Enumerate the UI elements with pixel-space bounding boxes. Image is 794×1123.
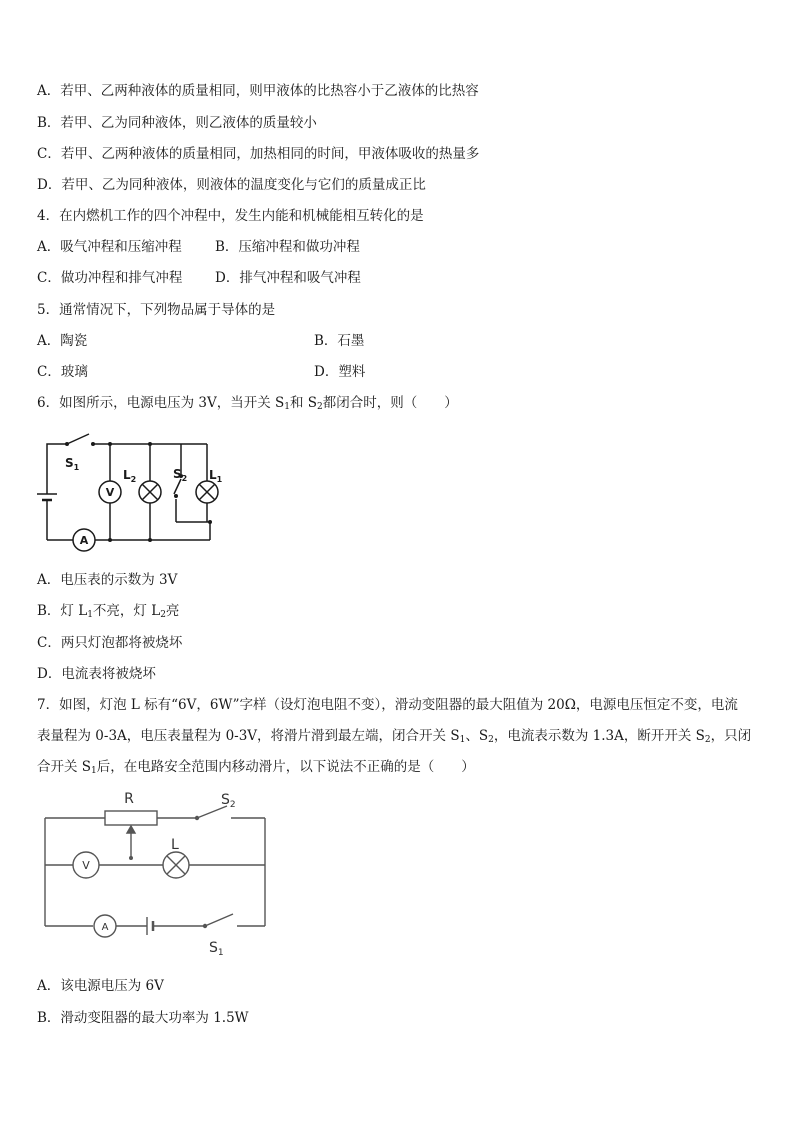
q5-option-b: B．石墨 xyxy=(314,333,365,349)
q6-option-d: D．电流表将被烧坏 xyxy=(37,666,156,682)
q7-stem-line1: 7．如图，灯泡 L 标有“6V，6W”字样（设灯泡电阻不变），滑动变阻器的最大阻值为 20Ω，电源电压恒定不变，电流 xyxy=(37,697,738,713)
q6-voltmeter-label: V xyxy=(105,486,115,499)
q6-circuit-diagram xyxy=(37,426,227,558)
q7-stem-line3: 合开关 $S_1$后，在电路安全范围内移动滑片，以下说法不正确的是（ ） xyxy=(37,759,475,776)
q6-stem: 6．如图所示，电源电压为 3V，当开关 $S_1$和 $S_2$都闭合时，则（ ） xyxy=(37,395,458,412)
q5-option-c: C．玻璃 xyxy=(37,364,88,380)
q4-option-a: A．吸气冲程和压缩冲程 xyxy=(37,239,182,255)
q7-option-b: B．滑动变阻器的最大功率为 1.5W xyxy=(37,1010,249,1026)
q4-option-b: B．压缩冲程和做功冲程 xyxy=(215,239,360,255)
q7-stem-line2: 表量程为 0-3A，电压表量程为 0-3V，将滑片滑到最左端，闭合开关 $S_1$、$S_2$，电流表示数为 1.3A，断开开关 $S_2$，只闭 xyxy=(37,728,752,745)
q7-voltmeter-label: V xyxy=(82,859,90,872)
q7-circuit-diagram xyxy=(37,786,277,958)
q7-label-s2: $S_2$ xyxy=(221,792,236,810)
q4-option-d: D．排气冲程和吸气冲程 xyxy=(215,270,361,286)
q5-stem: 5．通常情况下，下列物品属于导体的是 xyxy=(37,302,276,318)
q6-label-l1: $L_1$ xyxy=(209,468,223,484)
q7-label-r: R xyxy=(124,791,134,807)
q6-label-s1: $S_1$ xyxy=(65,456,80,472)
q5-option-d: D．塑料 xyxy=(314,364,366,380)
q3-option-d: D．若甲、乙为同种液体，则液体的温度变化与它们的质量成正比 xyxy=(37,177,426,193)
q6-ammeter-label: A xyxy=(79,534,89,547)
q7-label-s1: $S_1$ xyxy=(209,940,224,958)
q6-label-l2: $L_2$ xyxy=(123,468,137,484)
q3-option-c: C．若甲、乙两种液体的质量相同，加热相同的时间，甲液体吸收的热量多 xyxy=(37,146,480,162)
q7-ammeter-label: A xyxy=(101,922,109,933)
q4-option-c: C．做功冲程和排气冲程 xyxy=(37,270,183,286)
q6-option-c: C．两只灯泡都将被烧坏 xyxy=(37,635,183,651)
q7-option-a: A．该电源电压为 6V xyxy=(37,978,164,994)
q5-option-a: A．陶瓷 xyxy=(37,333,88,349)
q3-option-b: B．若甲、乙为同种液体，则乙液体的质量较小 xyxy=(37,115,317,131)
q6-option-b: B．灯 $L_1$不亮，灯 $L_2$亮 xyxy=(37,603,180,620)
q6-label-s2: $S_2$ xyxy=(173,467,188,483)
q4-stem: 4．在内燃机工作的四个冲程中，发生内能和机械能相互转化的是 xyxy=(37,208,424,224)
q3-option-a: A．若甲、乙两种液体的质量相同，则甲液体的比热容小于乙液体的比热容 xyxy=(37,83,479,99)
q6-option-a: A．电压表的示数为 3V xyxy=(37,572,178,588)
q7-label-l: L xyxy=(171,837,179,853)
